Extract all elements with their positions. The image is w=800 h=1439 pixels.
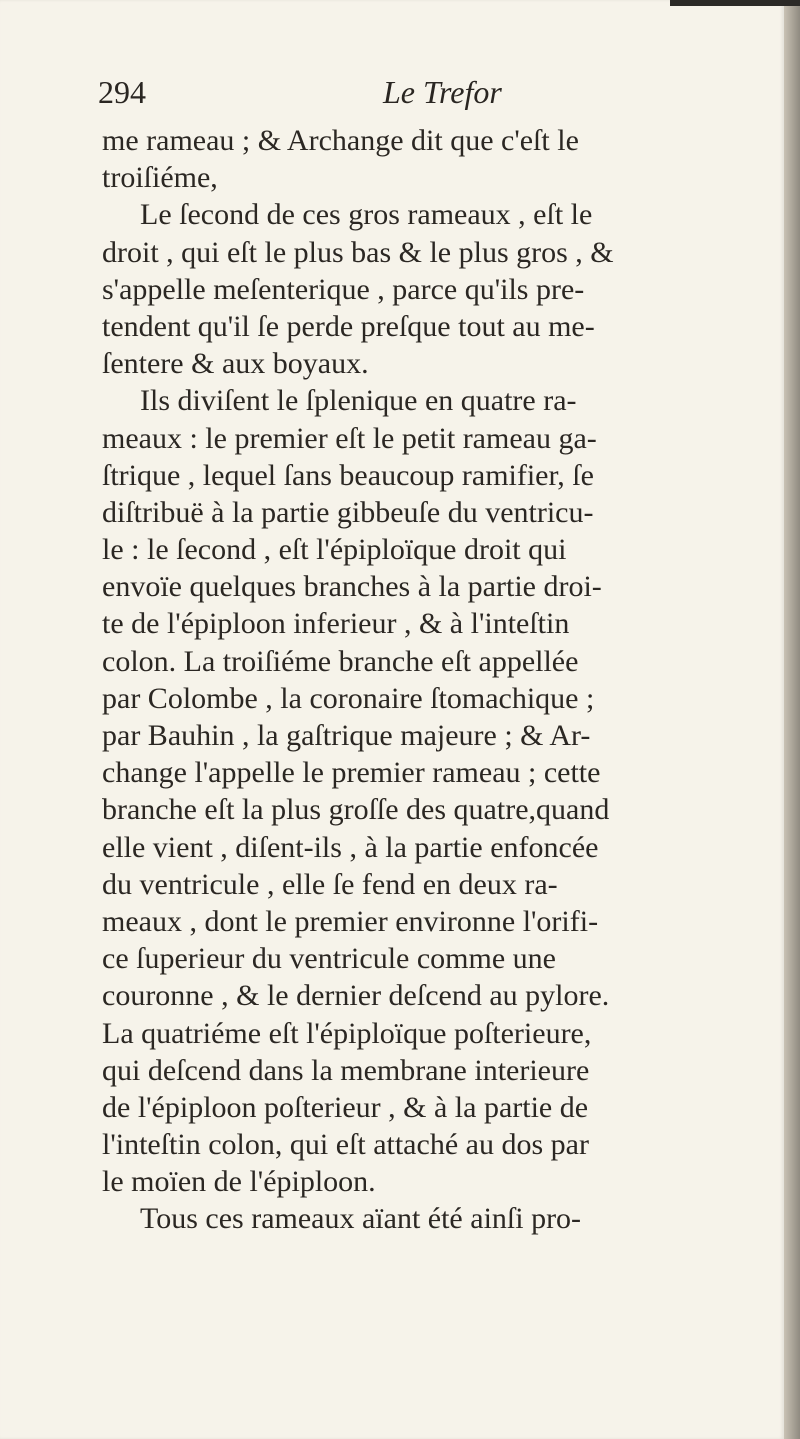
text-line: Le ſecond de ces gros rameaux , eſt le <box>140 198 593 232</box>
running-head: Le Trefor <box>383 74 502 110</box>
text-line: Ils diviſent le ſplenique en quatre ra- <box>140 384 577 418</box>
text-line: le moïen de l'épiploon. <box>102 1165 376 1199</box>
text-line: change l'appelle le premier rameau ; cette <box>102 756 601 790</box>
text-line: de l'épiploon poſterieur , & à la partie de <box>102 1090 589 1124</box>
text-line: tendent qu'il ſe perde preſque tout au me- <box>102 309 595 343</box>
text-line: ce ſuperieur du ventricule comme une <box>102 942 556 976</box>
text-line: branche eſt la plus groſſe des quatre,quand <box>102 793 610 827</box>
text-line: l'inteſtin colon, qui eſt attaché au dos par <box>102 1128 589 1162</box>
page-header <box>98 74 518 118</box>
text-line: elle vient , diſent-ils , à la partie enfoncée <box>102 830 599 864</box>
page-body <box>102 122 752 1238</box>
text-line: te de l'épiploon inferieur , & à l'inteſtin <box>102 607 570 641</box>
text-line: par Colombe , la coronaire ſtomachique ; <box>102 681 595 715</box>
text-line: ſentere & aux boyaux. <box>102 347 369 381</box>
page-edge <box>784 0 800 1439</box>
text-line: couronne , & le dernier deſcend au pylore. <box>102 979 610 1013</box>
text-line: droit , qui eſt le plus bas & le plus gros , & <box>102 235 614 269</box>
text-line: diſtribuë à la partie gibbeuſe du ventricu- <box>102 495 594 529</box>
text-line: du ventricule , elle ſe fend en deux ra- <box>102 867 558 901</box>
text-line: meaux : le premier eſt le petit rameau ga- <box>102 421 597 455</box>
text-line: La quatriéme eſt l'épiploïque poſterieure, <box>102 1016 592 1050</box>
text-line: par Bauhin , la gaſtrique majeure ; & Ar- <box>102 719 591 752</box>
text-line: ſtrique , lequel ſans beaucoup ramifier, ſe <box>102 458 594 492</box>
text-line: s'appelle meſenterique , parce qu'ils pre- <box>102 272 585 306</box>
text-line: me rameau ; & Archange dit que c'eſt le <box>102 124 579 157</box>
text-line: le : le ſecond , eſt l'épiploïque droit qui <box>102 533 567 567</box>
text-line: envoïe quelques branches à la partie droi- <box>102 570 602 604</box>
page-corner-shadow <box>670 0 800 6</box>
text-line: meaux , dont le premier environne l'orifi- <box>102 904 599 938</box>
text-line: qui deſcend dans la membrane interieure <box>102 1053 590 1087</box>
text-line: troiſiéme, <box>102 161 218 195</box>
text-line: Tous ces rameaux aïant été ainſi pro- <box>140 1202 582 1236</box>
text-line: colon. La troiſiéme branche eſt appellée <box>102 644 579 678</box>
page-number: 294 <box>98 74 146 110</box>
